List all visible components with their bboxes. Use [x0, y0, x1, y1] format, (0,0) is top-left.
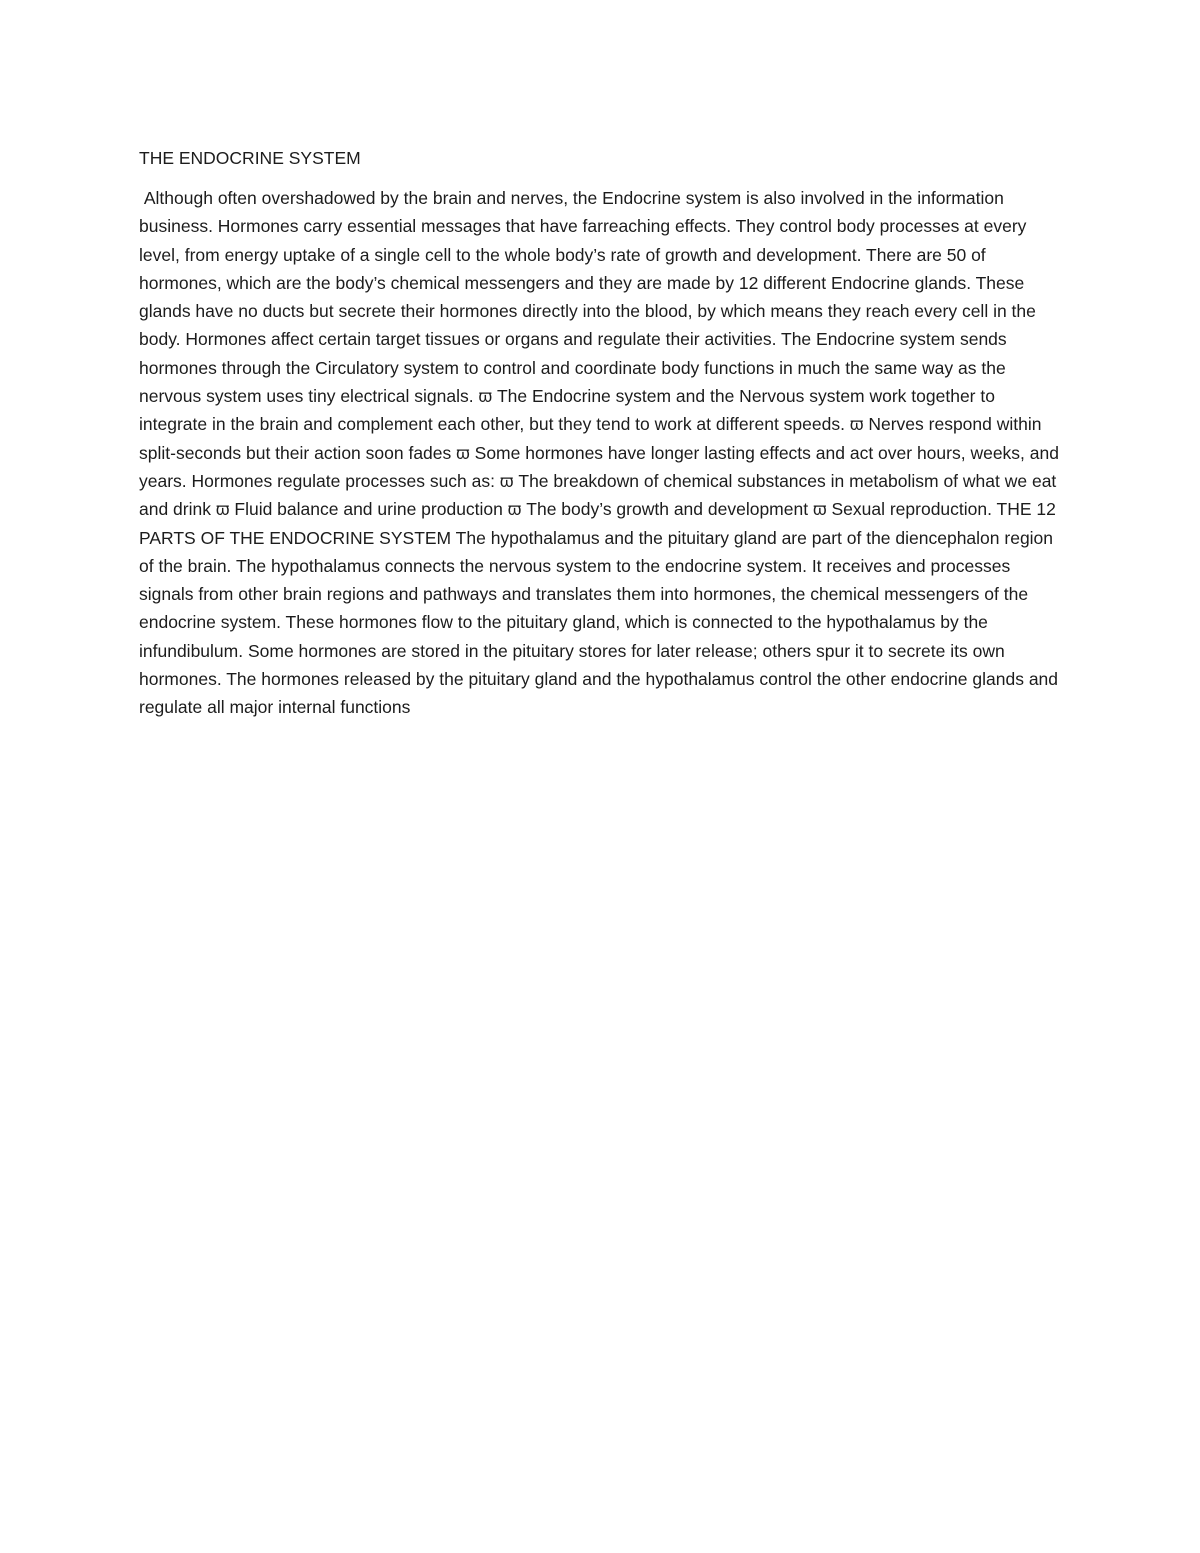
document-title: THE ENDOCRINE SYSTEM	[139, 148, 361, 168]
document-body: Although often overshadowed by the brain and nerves, the Endocrine system is also involved in the information business. Hormones carry essential messages that have farreaching effects. They control body processes at every level, from energy uptake of a single cell to the whole body’s rate of growth and development. There are 50 of hormones, which are the body’s chemical messengers and they are made by 12 different Endocrine glands. These glands have no ducts but secrete their hormones directly into the blood, by which means they reach every cell in the body. Hormones affect certain target tissues or organs and regulate their activities. The Endocrine system sends hormones through the Circulatory system to control and coordinate body functions in much the same way as the nervous system uses tiny electrical signals. ϖ The Endocrine system and the Nervous system work together to integrate in the brain and complement each other, but they tend to work at different speeds. ϖ Nerves respond within split-seconds but their action soon fades ϖ Some hormones have longer lasting effects and act over hours, weeks, and years. Hormones regulate processes such as: ϖ The breakdown of chemical substances in metabolism of what we eat and drink ϖ Fluid balance and urine production ϖ The body’s growth and development ϖ Sexual reproduction. THE 12 PARTS OF THE ENDOCRINE SYSTEM The hypothalamus and the pituitary gland are part of the diencephalon region of the brain. The hypothalamus connects the nervous system to the endocrine system. It receives and processes signals from other brain regions and pathways and translates them into hormones, the chemical messengers of the endocrine system. These hormones flow to the pituitary gland, which is connected to the hypothalamus by the infundibulum. Some hormones are stored in the pituitary stores for later release; others spur it to secrete its own hormones. The hormones released by the pituitary gland and the hypothalamus control the other endocrine glands and regulate all major internal functions	[139, 188, 1064, 718]
document-content	[139, 146, 1064, 722]
